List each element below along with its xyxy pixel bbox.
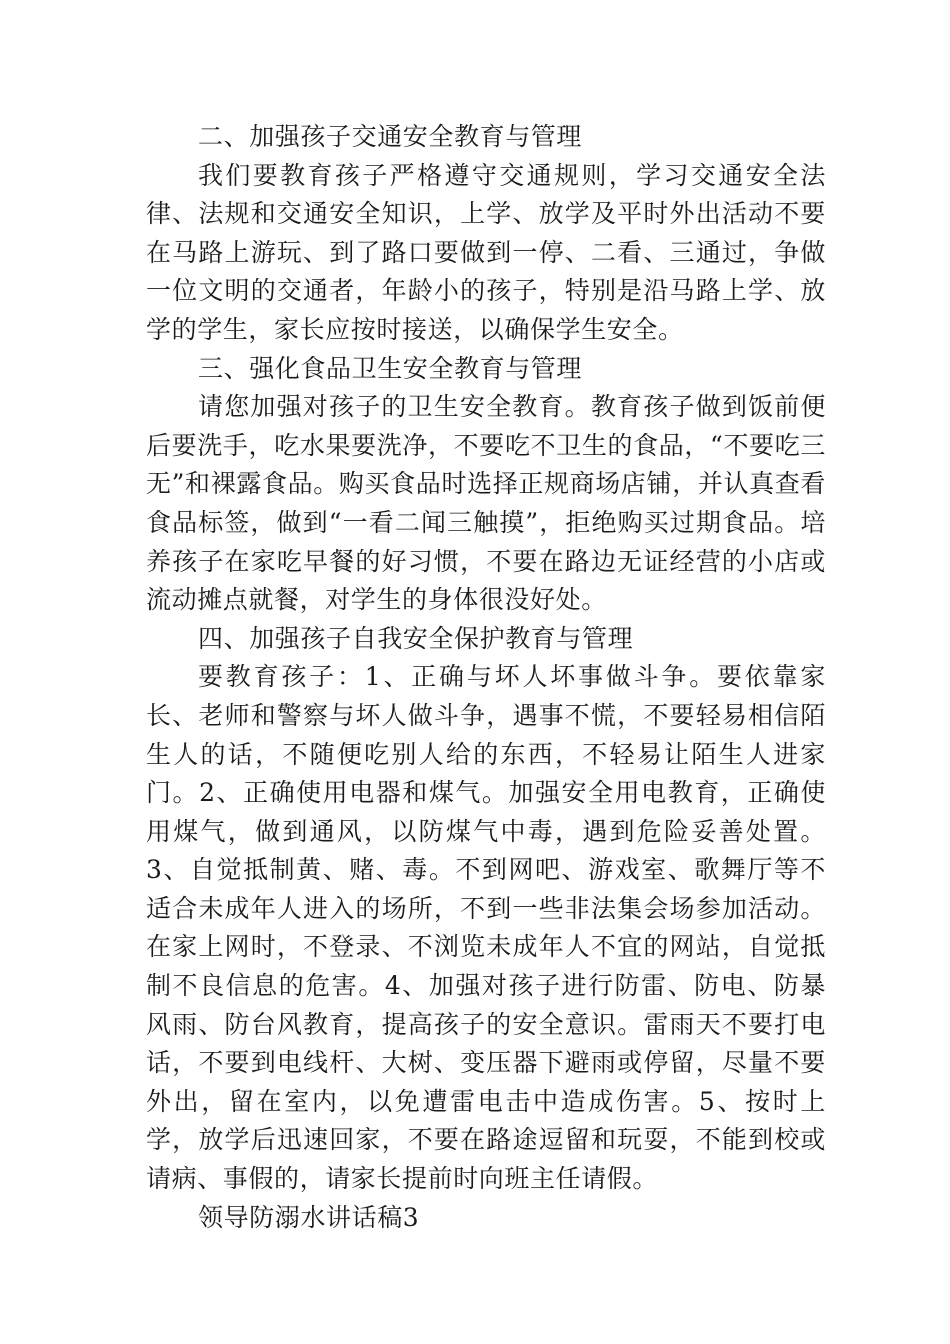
paragraph-food: 请您加强对孩子的卫生安全教育。教育孩子做到饭前便后要洗手，吃水果要洗净，不要吃不卫生的食品，“不要吃三无”和裸露食品。购买食品时选择正规商场店铺，并认真查看食品标签，做到“一看二闻三触摸”，拒绝购买过期食品。培养孩子在家吃早餐的好习惯，不要在路边无证经营的小店或流动摊点就餐，对学生的身体很没好处。 — [146, 392, 826, 615]
next-document-title: 领导防溺水讲话稿3 — [198, 1202, 420, 1232]
document-page — [146, 118, 826, 1237]
paragraph-self-protection: 要教育孩子：1、正确与坏人坏事做斗争。要依靠家长、老师和警察与坏人做斗争，遇事不慌，不要轻易相信陌生人的话，不随便吃别人给的东西，不轻易让陌生人进家门。2、正确使用电器和煤气。加强安全用电教育，正确使用煤气，做到通风，以防煤气中毒，遇到危险妥善处置。3、自觉抵制黄、赌、毒。不到网吧、游戏室、歌舞厅等不适合未成年人进入的场所，不到一些非法集会场参加活动。在家上网时，不登录、不浏览未成年人不宜的网站，自觉抵制不良信息的危害。4、加强对孩子进行防雷、防电、防暴风雨、防台风教育，提高孩子的安全意识。雷雨天不要打电话，不要到电线杆、大树、变压器下避雨或停留，尽量不要外出，留在室内，以免遭雷电击中造成伤害。5、按时上学，放学后迅速回家，不要在路途逗留和玩耍，不能到校或请病、事假的，请家长提前时向班主任请假。 — [146, 662, 826, 1194]
paragraph-traffic: 我们要教育孩子严格遵守交通规则，学习交通安全法律、法规和交通安全知识，上学、放学及平时外出活动不要在马路上游玩、到了路口要做到一停、二看、三通过，争做一位文明的交通者，年龄小的孩子，特别是沿马路上学、放学的学生，家长应按时接送，以确保学生安全。 — [146, 160, 826, 344]
section-heading-traffic: 二、加强孩子交通安全教育与管理 — [198, 122, 583, 151]
section-heading-food: 三、强化食品卫生安全教育与管理 — [198, 353, 583, 383]
section-heading-self-protection: 四、加强孩子自我安全保护教育与管理 — [198, 623, 634, 653]
